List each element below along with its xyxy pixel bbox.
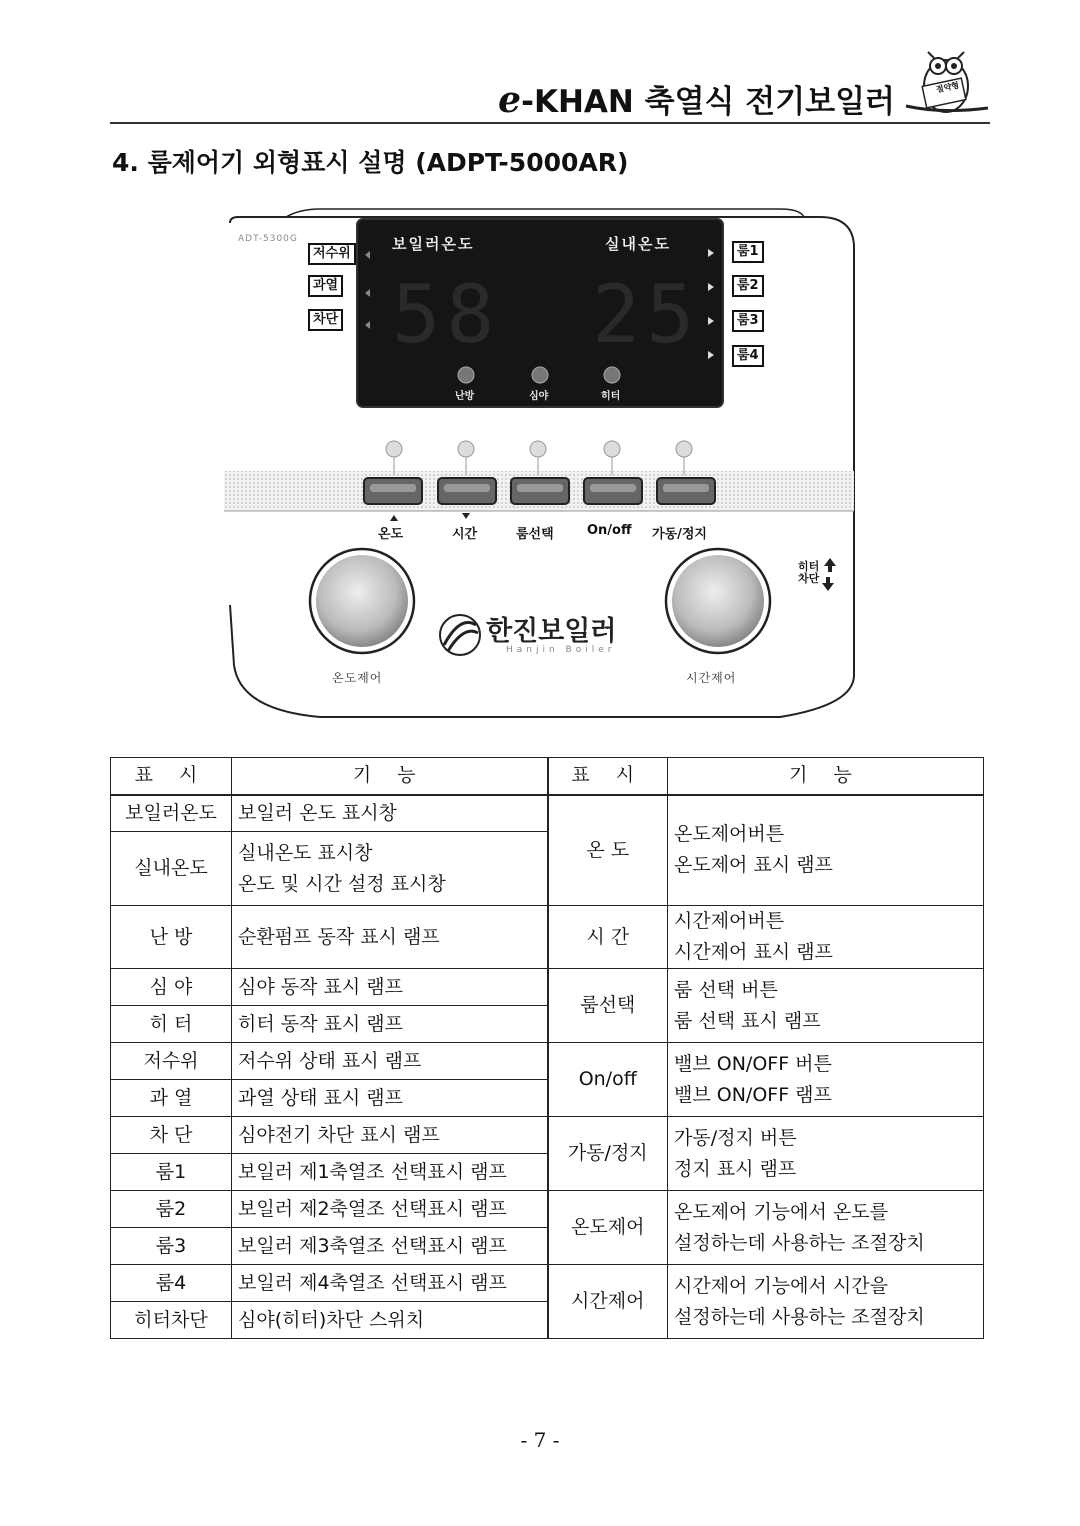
boiler-temp-title: 보일러온도: [392, 235, 475, 253]
function-table: [110, 757, 984, 1339]
label-cell: 룸2: [111, 1191, 232, 1228]
label-cell: 가동/정지: [548, 1117, 668, 1191]
owl-mascot-icon: [902, 44, 990, 120]
heater-lamp-label: 히터: [601, 391, 621, 402]
function-cell: [668, 795, 984, 906]
function-cell: 심야(히터)차단 스위치: [232, 1302, 548, 1339]
table-row: [111, 1117, 984, 1154]
time-dial-label: 시간제어: [686, 671, 737, 685]
overheat-label: 과열: [308, 275, 343, 297]
brand-prefix: e: [498, 79, 522, 121]
room-select-key-label: 룸선택: [516, 527, 554, 542]
label-cell: 실내온도: [111, 832, 232, 906]
function-line: 설정하는데 사용하는 조절장치: [674, 1305, 925, 1328]
function-line: 밸브 ON/OFF 버튼: [674, 1052, 832, 1075]
room2-label: 룸2: [732, 275, 764, 297]
brand-logo-text: 한진보일러: [486, 616, 617, 647]
heating-lamp-label: 난방: [455, 391, 475, 402]
function-cell: 보일러 제3축열조 선택표시 램프: [232, 1228, 548, 1265]
function-line: 룸 선택 버튼: [674, 978, 778, 1001]
function-line: 시간제어 표시 램프: [674, 941, 833, 963]
label-cell: 차 단: [111, 1117, 232, 1154]
function-cell: 저수위 상태 표시 램프: [232, 1043, 548, 1080]
function-line: 룸 선택 표시 램프: [674, 1009, 821, 1032]
label-cell: 시 간: [548, 906, 668, 969]
brand-logo-subtext: Hanjin Boiler: [506, 645, 616, 655]
function-cell: 히터 동작 표시 램프: [232, 1006, 548, 1043]
header-divider: [110, 122, 990, 124]
label-cell: 룸선택: [548, 969, 668, 1043]
temp-dial-label: 온도제어: [332, 671, 383, 685]
function-cell: [232, 832, 548, 906]
heater-cutoff-switch-label: 히터 차단: [798, 560, 820, 585]
function-line: 온도제어버튼: [674, 823, 785, 846]
label-cell: 시간제어: [548, 1265, 668, 1339]
function-line: 온도제어 표시 램프: [674, 854, 833, 877]
table-row: [111, 1191, 984, 1228]
table-row: [111, 1265, 984, 1302]
function-cell: 순환펌프 동작 표시 램프: [232, 906, 548, 969]
room-temp-title: 실내온도: [605, 235, 671, 253]
function-cell: [668, 1043, 984, 1117]
label-cell: 룸1: [111, 1154, 232, 1191]
label-cell: 히 터: [111, 1006, 232, 1043]
label-cell: 룸3: [111, 1228, 232, 1265]
owl-badge-text: 절약형: [935, 80, 960, 95]
label-cell: 보일러온도: [111, 795, 232, 832]
table-header: 표 시: [548, 758, 668, 795]
onoff-key-label: On/off: [587, 523, 632, 538]
function-cell: [668, 1265, 984, 1339]
label-cell: 심 야: [111, 969, 232, 1006]
run-stop-key-label: 가동/정지: [652, 527, 707, 542]
function-cell: 과열 상태 표시 램프: [232, 1080, 548, 1117]
function-cell: 심야 동작 표시 램프: [232, 969, 548, 1006]
night-lamp-label: 심야: [529, 391, 549, 402]
function-cell: 보일러 온도 표시창: [232, 795, 548, 832]
room3-label: 룸3: [732, 310, 764, 332]
function-line: 가동/정지 버튼: [674, 1126, 797, 1149]
label-cell: On/off: [548, 1043, 668, 1117]
function-cell: 보일러 제4축열조 선택표시 램프: [232, 1265, 548, 1302]
brand-title: [498, 76, 895, 121]
function-line: 온도제어 기능에서 온도를: [674, 1200, 888, 1223]
function-line: 온도 및 시간 설정 표시창: [238, 872, 446, 895]
table-row: [111, 795, 984, 832]
label-cell: 저수위: [111, 1043, 232, 1080]
low-water-label: 저수위: [308, 243, 356, 265]
label-cell: 온 도: [548, 795, 668, 906]
function-cell: [668, 969, 984, 1043]
room4-label: 룸4: [732, 345, 764, 367]
cutoff-label: 차단: [308, 309, 343, 331]
function-cell: [668, 1117, 984, 1191]
brand-rest: -KHAN 축열식 전기보일러: [521, 84, 895, 120]
function-line: 시간제어 기능에서 시간을: [674, 1274, 888, 1297]
table-row: [111, 906, 984, 969]
page-number: - 7 -: [520, 1428, 560, 1452]
function-line: 실내온도 표시창: [238, 841, 373, 864]
label-cell: 온도제어: [548, 1191, 668, 1265]
label-cell: 룸4: [111, 1265, 232, 1302]
time-key-label: 시간: [452, 527, 478, 542]
table-header: 표 시: [111, 758, 232, 795]
boiler-temp-digits: 58: [392, 268, 501, 361]
room-temp-digits: 25: [592, 268, 701, 361]
model-label: ADT-5300G: [238, 234, 298, 244]
function-cell: [668, 906, 984, 969]
section-title: 4. 룸제어기 외형표시 설명 (ADPT-5000AR): [112, 148, 629, 177]
room1-label: 룸1: [732, 241, 764, 263]
temp-key-label: 온도: [378, 527, 404, 542]
function-line: 설정하는데 사용하는 조절장치: [674, 1231, 925, 1254]
table-header: 기 능: [232, 758, 548, 795]
table-row: [111, 969, 984, 1006]
function-cell: [668, 1191, 984, 1265]
table-header: 기 능: [668, 758, 984, 795]
function-line: 정지 표시 램프: [674, 1157, 797, 1180]
room-controller-illustration: [220, 205, 860, 725]
function-cell: 심야전기 차단 표시 램프: [232, 1117, 548, 1154]
function-line: 밸브 ON/OFF 램프: [674, 1083, 832, 1106]
page-header: [110, 70, 990, 120]
label-cell: 과 열: [111, 1080, 232, 1117]
label-cell: 히터차단: [111, 1302, 232, 1339]
function-cell: 보일러 제2축열조 선택표시 램프: [232, 1191, 548, 1228]
label-cell: 난 방: [111, 906, 232, 969]
function-cell: 보일러 제1축열조 선택표시 램프: [232, 1154, 548, 1191]
function-line: 시간제어버튼: [674, 910, 785, 932]
table-row: [111, 1043, 984, 1080]
table-header-row: [111, 758, 984, 795]
